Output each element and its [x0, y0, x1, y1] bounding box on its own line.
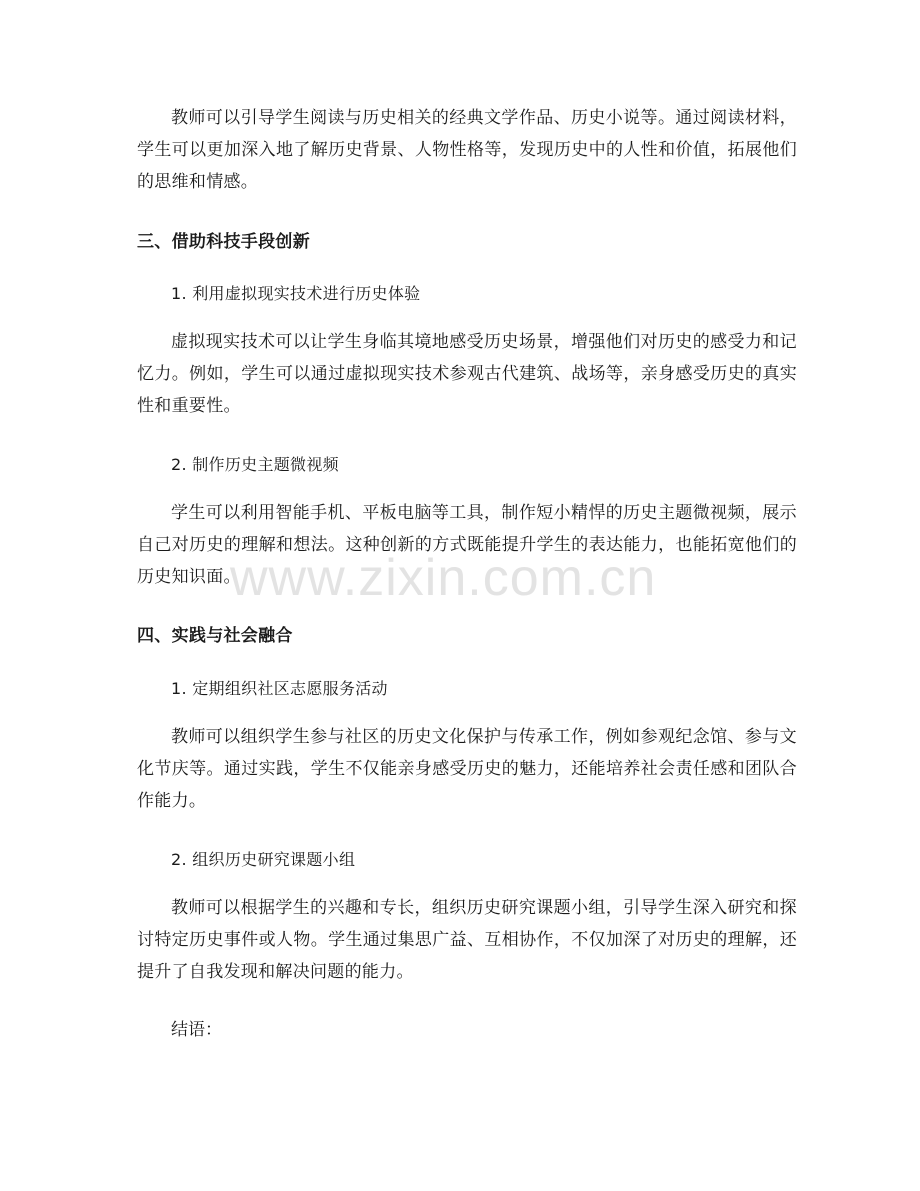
section-4-item-2-title: 2. 组织历史研究课题小组 — [171, 850, 356, 869]
section-4-item-2-body: 教师可以根据学生的兴趣和专长，组织历史研究课题小组，引导学生深入研究和探讨特定历史事件或人物。学生通过集思广益、互相协作，不仅加深了对历史的理解，还提升了自我发现和解决问题的能力。 — [137, 898, 797, 982]
section-4-heading: 四、实践与社会融合 — [137, 626, 293, 646]
section-3-item-2-title: 2. 制作历史主题微视频 — [171, 455, 339, 474]
section-3-item-1-body: 虚拟现实技术可以让学生身临其境地感受历史场景，增强他们对历史的感受力和记忆力。例如，学生可以通过虚拟现实技术参观古代建筑、战场等，亲身感受历史的真实性和重要性。 — [137, 332, 797, 416]
section-3-item-2-body: 学生可以利用智能手机、平板电脑等工具，制作短小精悍的历史主题微视频，展示自己对历史的理解和想法。这种创新的方式既能提升学生的表达能力，也能拓宽他们的历史知识面。 — [137, 503, 797, 587]
intro-paragraph: 教师可以引导学生阅读与历史相关的经典文学作品、历史小说等。通过阅读材料，学生可以更加深入地了解历史背景、人物性格等，发现历史中的人性和价值，拓展他们的思维和情感。 — [137, 108, 797, 192]
watermark: www.zixin.com.cn — [230, 549, 657, 607]
section-4-item-1-body: 教师可以组织学生参与社区的历史文化保护与传承工作，例如参观纪念馆、参与文化节庆等。通过实践，学生不仅能亲身感受历史的魅力，还能培养社会责任感和团队合作能力。 — [137, 727, 797, 811]
section-3-item-1-title: 1. 利用虚拟现实技术进行历史体验 — [171, 284, 421, 303]
section-4-item-1-title: 1. 定期组织社区志愿服务活动 — [171, 679, 388, 698]
section-3-heading: 三、借助科技手段创新 — [137, 232, 310, 252]
closing-label: 结语： — [171, 1020, 222, 1040]
